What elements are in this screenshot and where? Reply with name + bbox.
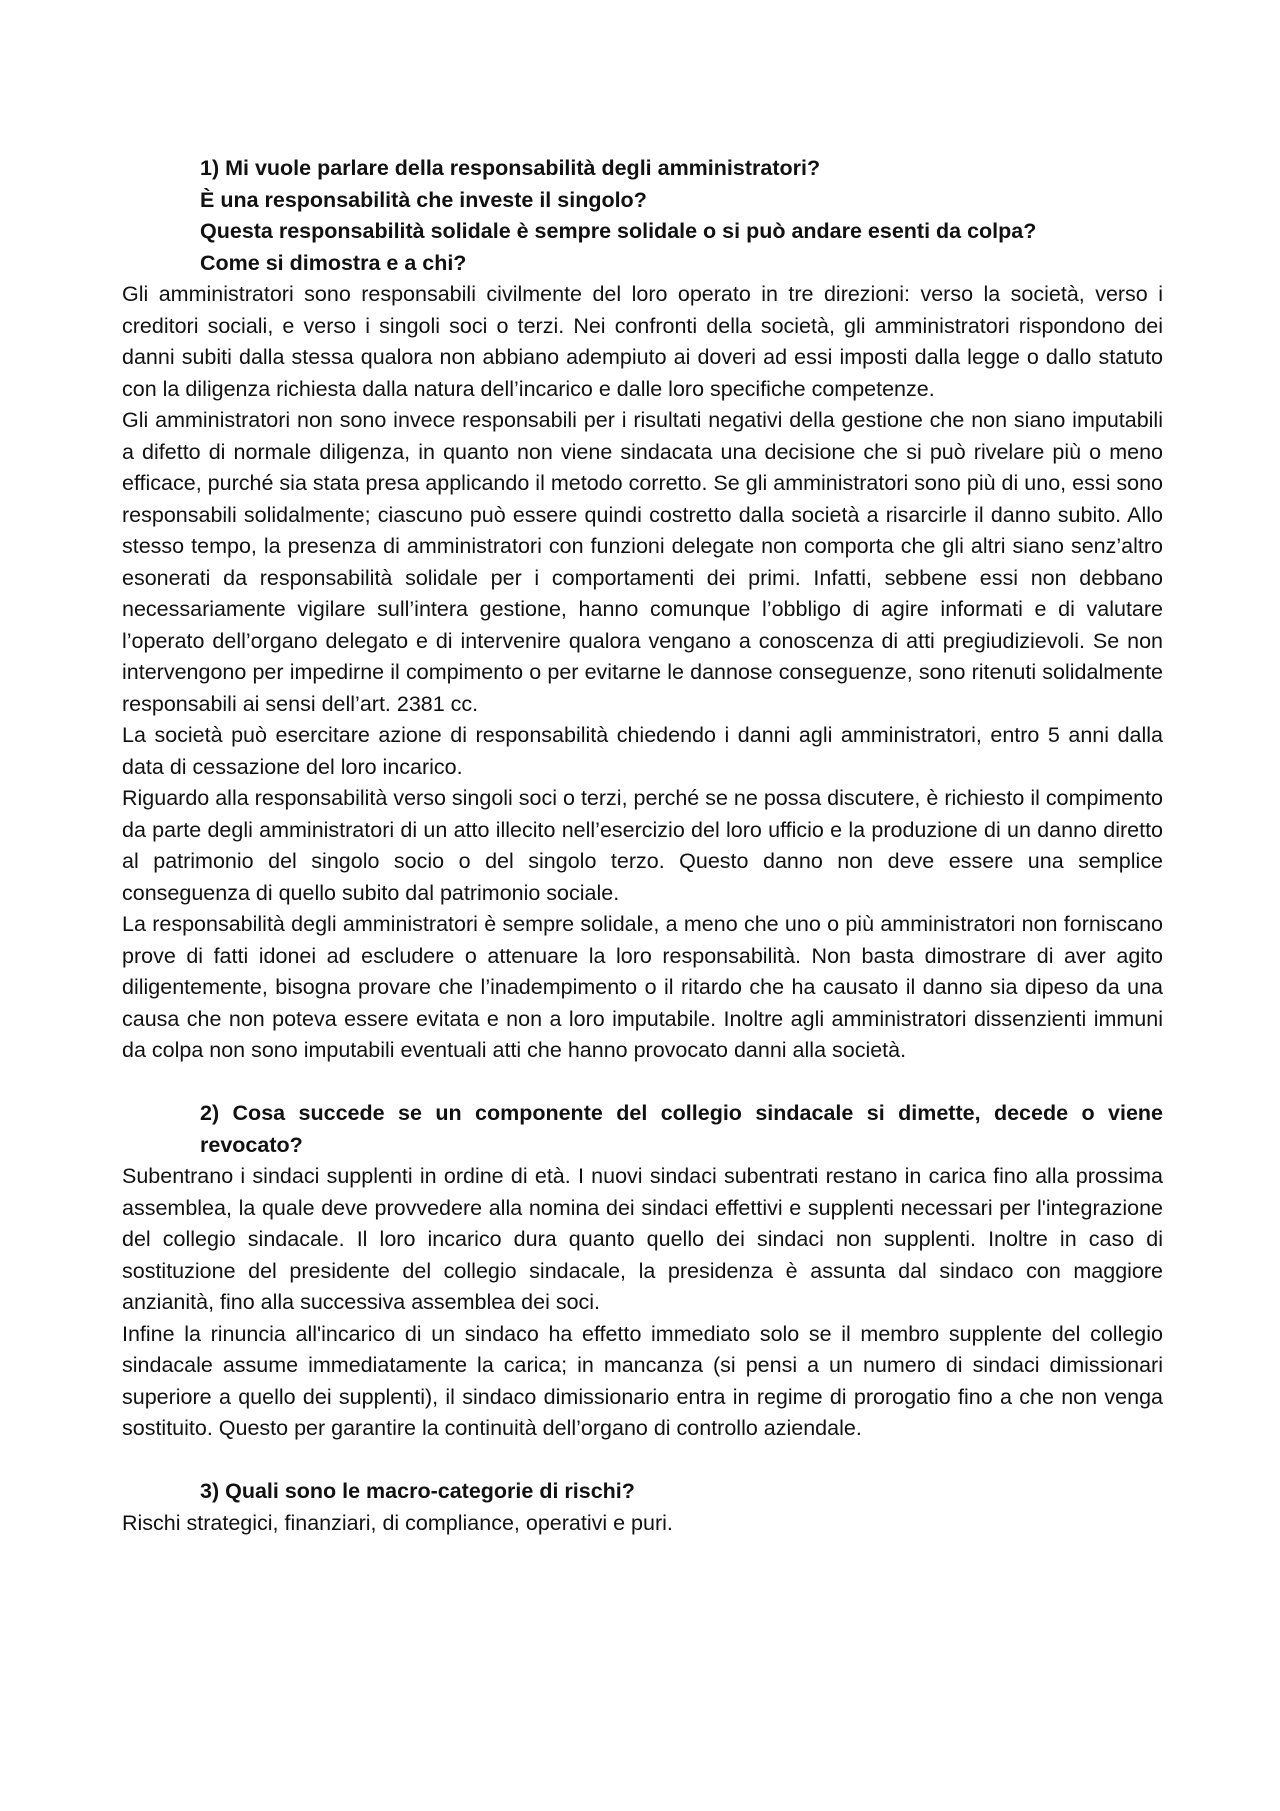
question-2: [122, 1098, 1163, 1161]
question-1: [122, 153, 1163, 279]
answer-paragraph: Riguardo alla responsabilità verso singoli soci o terzi, perché se ne possa discutere, è richiesto il compimento da parte degli amministratori di un atto illecito nell’esercizio del loro ufficio e la produzione di un danno diretto al patrimonio del singolo socio o del singolo terzo. Questo danno non deve essere una semplice conseguenza di quello subito dal patrimonio sociale.: [122, 786, 1163, 905]
answer-paragraph: Gli amministratori non sono invece responsabili per i risultati negativi della gestione che non siano imputabili a difetto di normale diligenza, in quanto non viene sindacata una decisione che si può rivelare più o meno efficace, purché sia stata presa applicando il metodo corretto. Se gli amministratori sono più di uno, essi sono responsabili solidalmente; ciascuno può essere quindi costretto dalla società a risarcirle il danno subito. Allo stesso tempo, la presenza di amministratori con funzioni delegate non comporta che gli altri siano senz’altro esonerati da responsabilità solidale per i comportamenti dei primi. Infatti, sebbene essi non debbano necessariamente vigilare sull’intera gestione, hanno comunque l’obbligo di agire informati e di valutare l’operato dell’organo delegato e di intervenire qualora vengano a conoscenza di atti pregiudizievoli. Se non intervengono per impedirne il compimento o per evitarne le dannose conseguenze, sono ritenuti solidalmente responsabili ai sensi dell’art. 2381 cc.: [122, 408, 1163, 716]
section-spacer: [122, 1445, 1163, 1477]
answer-paragraph: Infine la rinuncia all'incarico di un sindaco ha effetto immediato solo se il membro supplente del collegio sindacale assume immediatamente la carica; in mancanza (si pensi a un numero di sindaci dimissionari superiore a quello dei supplenti), il sindaco dimissionario entra in regime di prorogatio fino a che non venga sostituito. Questo per garantire la continuità dell’organo di controllo aziendale.: [122, 1321, 1163, 1440]
answer-paragraph: La società può esercitare azione di responsabilità chiedendo i danni agli amministratori, entro 5 anni dalla data di cessazione del loro incarico.: [122, 723, 1163, 779]
question-line: 3) Quali sono le macro-categorie di rischi?: [200, 1479, 635, 1503]
document-body: [122, 153, 1163, 1539]
answer-paragraph: Gli amministratori sono responsabili civilmente del loro operato in tre direzioni: verso la società, verso i creditori sociali, e verso i singoli soci o terzi. Nei confronti della società, gli amministratori rispondono dei danni subiti dalla stessa qualora non abbiano adempiuto ai doveri ad essi imposti dalla legge o dallo statuto con la diligenza richiesta dalla natura dell’incarico e dalle loro specifiche competenze.: [122, 282, 1163, 401]
section-spacer: [122, 1067, 1163, 1099]
question-line: È una responsabilità che investe il singolo?: [200, 187, 647, 212]
question-line: 2) Cosa succede se un componente del collegio sindacale si dimette, decede o viene revocato?: [200, 1101, 1163, 1157]
question-line: 1) Mi vuole parlare della responsabilità degli amministratori?: [200, 156, 821, 180]
answer-paragraph: La responsabilità degli amministratori è sempre solidale, a meno che uno o più amministratori non forniscano prove di fatti idonei ad escludere o attenuare la loro responsabilità. Non basta dimostrare di aver agito diligentemente, bisogna provare che l’inadempimento o il ritardo che ha causato il danno sia dipeso da una causa che non poteva essere evitata e non a loro imputabile. Inoltre agli amministratori dissenzienti immuni da colpa non sono imputabili eventuali atti che hanno provocato danni alla società.: [122, 912, 1163, 1062]
answer-paragraph: Subentrano i sindaci supplenti in ordine di età. I nuovi sindaci subentrati restano in carica fino alla prossima assemblea, la quale deve provvedere alla nomina dei sindaci effettivi e supplenti necessari per l'integrazione del collegio sindacale. Il loro incarico dura quanto quello dei sindaci non supplenti. Inoltre in caso di sostituzione del presidente del collegio sindacale, la presidenza è assunta dal sindaco con maggiore anzianità, fino alla successiva assemblea dei soci.: [122, 1164, 1163, 1314]
question-3: [122, 1476, 1163, 1508]
question-line: Come si dimostra e a chi?: [200, 250, 467, 275]
question-line: Questa responsabilità solidale è sempre solidale o si può andare esenti da colpa?: [200, 219, 1037, 243]
answer-paragraph: Rischi strategici, finanziari, di compliance, operativi e puri.: [122, 1510, 673, 1535]
